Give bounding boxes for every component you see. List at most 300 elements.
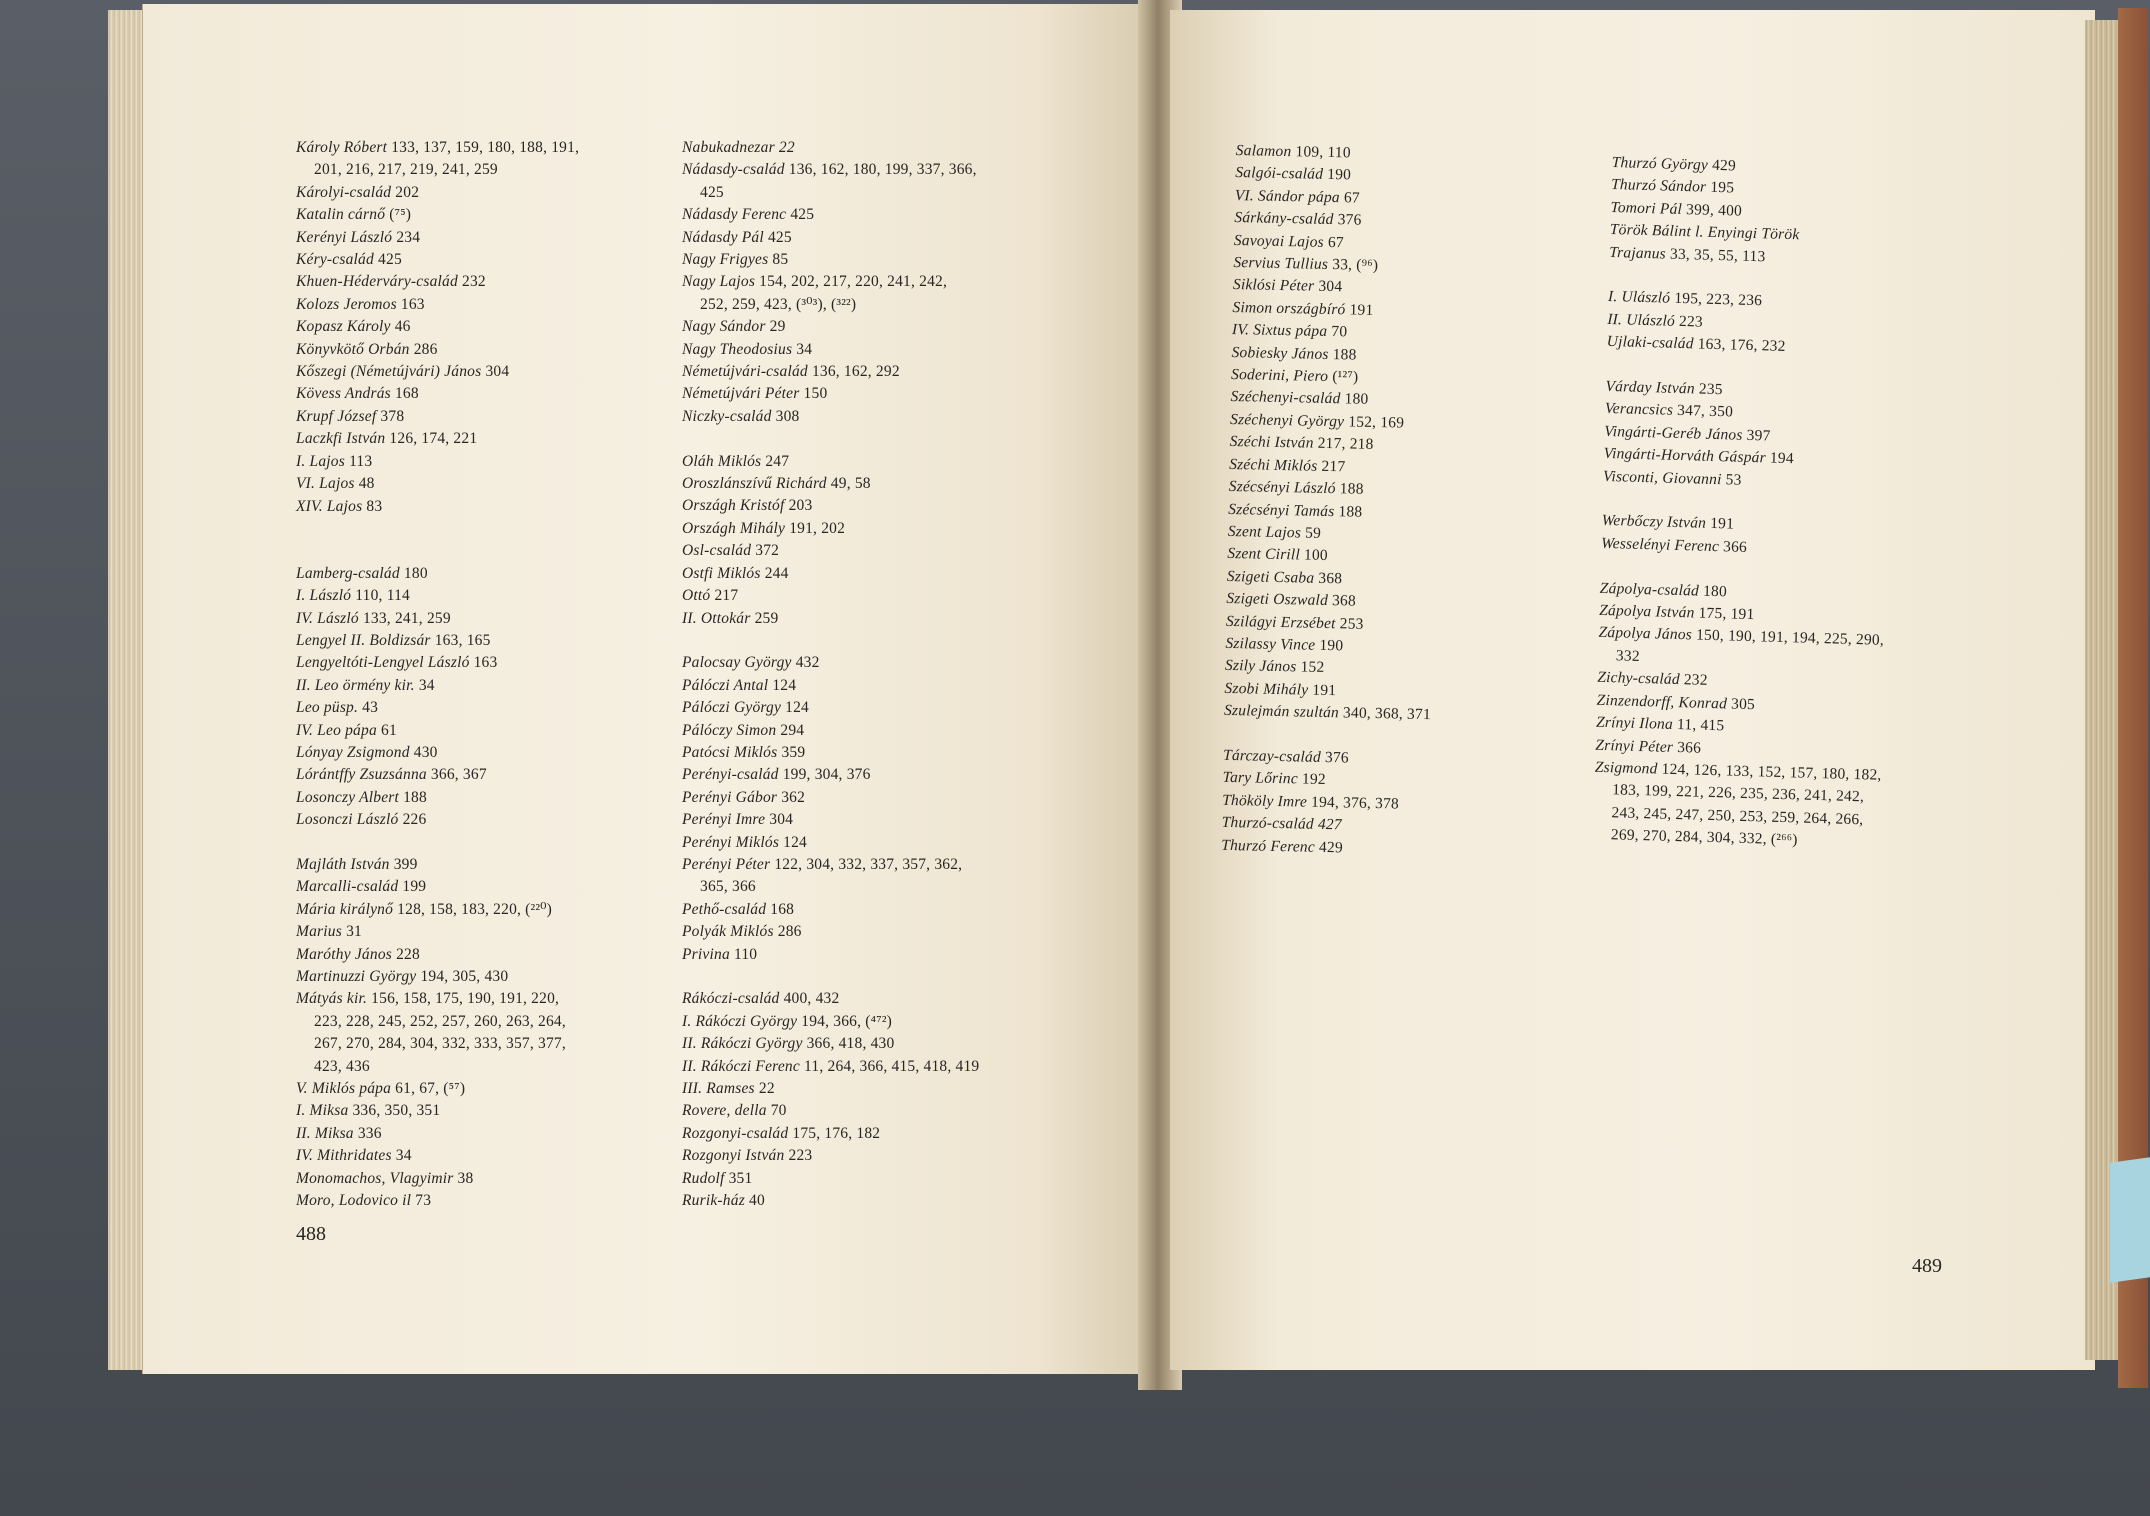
bookmark-ribbon (2110, 1157, 2150, 1283)
index-entry (682, 1123, 979, 1145)
entry-pages: 243, 245, 247, 250, 253, 259, 264, 266, (1611, 803, 1864, 828)
index-entry (682, 787, 979, 809)
entry-pages: 308 (775, 407, 800, 425)
entry-name: Nabukadnezar (682, 139, 775, 156)
entry-pages: 190 (1319, 636, 1344, 655)
entry-name: Németújvári-család (682, 363, 808, 381)
entry-name: Széchi Miklós (1229, 455, 1318, 475)
index-entry (296, 966, 579, 988)
entry-pages: 228 (396, 945, 420, 963)
entry-name: VI. Lajos (296, 475, 355, 493)
index-entry (682, 854, 979, 876)
index-entry-continuation (296, 1033, 579, 1055)
index-entry (682, 451, 979, 473)
index-entry (682, 383, 979, 405)
entry-pages: 368 (1318, 569, 1343, 588)
entry-name: Thurzó György (1611, 153, 1709, 174)
entry-name: Losonczi László (296, 811, 399, 829)
entry-name: Nádasdy Ferenc (682, 206, 787, 224)
entry-name: Zsigmond (1594, 758, 1658, 778)
entry-name: Nagy Frigyes (682, 251, 769, 269)
entry-pages: 432 (795, 654, 820, 672)
entry-pages: 128, 158, 183, 220, (²²⁰) (397, 900, 553, 918)
entry-pages: 175, 191 (1698, 604, 1755, 624)
entry-pages: 267, 270, 284, 304, 332, 333, 357, 377, (314, 1035, 566, 1053)
entry-name: Szily János (1224, 657, 1297, 676)
entry-name: Németújvári Péter (682, 385, 800, 403)
page-number-left: 488 (296, 1223, 326, 1245)
entry-pages: 175, 176, 182 (792, 1124, 881, 1142)
entry-name: Lónyay Zsigmond (296, 743, 410, 761)
index-entry (296, 1123, 579, 1145)
index-entry (296, 227, 579, 249)
index-entry (296, 787, 579, 809)
entry-name: Rákóczi-család (682, 990, 780, 1008)
entry-name: Széchi István (1229, 433, 1314, 452)
page-number-right: 489 (1912, 1255, 1942, 1277)
entry-name: Krupf József (296, 407, 377, 425)
entry-pages: 336 (357, 1124, 382, 1142)
entry-name: Szigeti Csaba (1226, 567, 1315, 587)
entry-name: Zrínyi Péter (1595, 736, 1674, 756)
entry-pages: 201, 216, 217, 219, 241, 259 (314, 161, 498, 179)
entry-pages: 191 (1709, 515, 1735, 534)
index-entry (682, 1190, 979, 1212)
entry-gap (682, 630, 979, 652)
index-entry (1224, 700, 1431, 727)
entry-name: Szilágyi Erzsébet (1225, 612, 1336, 632)
entry-pages: (⁷⁵) (389, 206, 412, 224)
entry-pages: 425 (378, 251, 402, 269)
entry-pages: 305 (1730, 695, 1756, 713)
index-entry (682, 1011, 979, 1033)
entry-pages: 59 (1304, 524, 1322, 542)
index-column-1 (296, 137, 579, 1212)
index-entry (682, 1168, 979, 1190)
index-entry (296, 406, 579, 428)
entry-pages: 234 (396, 228, 421, 246)
entry-name: Rozgonyi-család (682, 1124, 789, 1142)
entry-name: I. Lajos (296, 452, 345, 470)
entry-pages: 11, 415 (1676, 716, 1725, 735)
entry-pages: 252, 259, 423, (³⁰³), (³²²) (700, 295, 857, 313)
entry-pages: 366, 418, 430 (806, 1035, 895, 1053)
entry-name: Pethő-család (682, 900, 767, 918)
entry-name: Mátyás kir. (296, 990, 368, 1008)
index-entry (296, 451, 579, 473)
index-entry (682, 518, 979, 540)
entry-name: Privina (682, 945, 730, 963)
index-entry-continuation (296, 159, 579, 181)
entry-name: Pálóczi György (682, 699, 782, 717)
entry-pages: 294 (780, 721, 805, 739)
entry-pages: 110, 114 (355, 587, 410, 605)
index-entry (682, 1056, 979, 1078)
entry-name: Salgói-család (1235, 164, 1324, 184)
entry-pages: 304 (1318, 278, 1343, 296)
index-entry (682, 339, 979, 361)
entry-pages: 124 (783, 833, 807, 851)
entry-pages: 61 (381, 721, 397, 739)
entry-name: Maróthy János (296, 945, 393, 963)
entry-pages: 399 (393, 855, 418, 873)
entry-name: Szécsényi László (1228, 478, 1336, 498)
entry-pages: 33, 35, 55, 113 (1669, 245, 1766, 265)
entry-name: Thurzó Sándor (1610, 176, 1707, 197)
entry-name: Pálóczy Simon (682, 721, 777, 739)
entry-pages: 304 (485, 363, 510, 381)
index-entry (682, 361, 979, 383)
entry-name: Könyvkötő Orbán (296, 340, 410, 358)
index-column-3 (1221, 140, 1443, 861)
entry-name: Thököly Imre (1221, 791, 1308, 811)
entry-name: Szent Cirill (1227, 545, 1301, 564)
entry-name: Ostfi Miklós (682, 564, 761, 582)
index-entry (296, 742, 579, 764)
entry-name: Leo püsp. (296, 699, 359, 717)
entry-pages: 304 (769, 811, 794, 829)
entry-pages: 109, 110 (1295, 143, 1351, 162)
index-entry (682, 764, 979, 786)
entry-pages: 163 (473, 654, 498, 672)
entry-pages: 70 (770, 1102, 787, 1120)
entry-name: Wesselényi Ferenc (1600, 534, 1720, 555)
entry-name: Szilassy Vince (1225, 634, 1316, 654)
index-entry (682, 899, 979, 921)
entry-pages: 113 (349, 452, 373, 470)
entry-name: Kolozs Jeromos (296, 295, 397, 313)
entry-pages: 46 (394, 318, 411, 336)
entry-name: Zápolya István (1598, 601, 1695, 622)
entry-name: Nagy Theodosius (682, 340, 793, 358)
entry-name: II. Miksa (296, 1124, 354, 1142)
index-entry (296, 137, 579, 159)
index-entry (296, 1145, 579, 1167)
index-entry (296, 854, 579, 876)
entry-name: Sárkány-család (1234, 209, 1334, 229)
entry-pages: 122, 304, 332, 337, 357, 362, (774, 855, 963, 873)
index-entry (296, 1100, 579, 1122)
entry-pages: 217, 218 (1317, 435, 1374, 454)
entry-pages: 430 (413, 743, 438, 761)
entry-pages: 150 (803, 385, 828, 403)
entry-pages: 368 (1331, 592, 1357, 610)
index-entry (296, 428, 579, 450)
entry-pages: 126, 174, 221 (389, 430, 478, 448)
entry-name: Werbőczy István (1601, 512, 1707, 533)
index-entry (296, 585, 579, 607)
entry-name: Vingárti-Geréb János (1603, 422, 1743, 444)
entry-name: Nagy Lajos (682, 273, 756, 291)
index-entry (682, 563, 979, 585)
entry-name: Verancsics (1604, 400, 1674, 420)
index-entry (682, 742, 979, 764)
entry-pages: 133, 241, 259 (362, 609, 451, 627)
entry-pages: 38 (457, 1169, 474, 1187)
entry-gap (296, 518, 579, 540)
index-entry (682, 988, 979, 1010)
entry-name: VI. Sándor pápa (1234, 186, 1341, 206)
index-entry (296, 294, 579, 316)
entry-name: Trajanus (1608, 243, 1667, 263)
index-entry (296, 496, 579, 518)
entry-pages: 223 (1678, 312, 1704, 331)
index-entry (682, 809, 979, 831)
index-entry (682, 944, 979, 966)
index-entry-continuation (682, 182, 979, 204)
entry-pages: 223, 228, 245, 252, 257, 260, 263, 264, (314, 1012, 566, 1030)
entry-name: Lamberg-család (296, 564, 400, 582)
index-entry (296, 652, 579, 674)
entry-name: Patócsi Miklós (682, 743, 778, 761)
index-entry (682, 652, 979, 674)
entry-pages: 194, 305, 430 (420, 967, 509, 985)
entry-pages: 202 (395, 183, 420, 201)
entry-pages: 188 (1339, 480, 1364, 498)
entry-gap (296, 540, 579, 562)
index-entry (682, 1033, 979, 1055)
index-entry (682, 316, 979, 338)
entry-pages: 11, 264, 366, 415, 418, 419 (804, 1057, 980, 1075)
index-entry (296, 182, 579, 204)
index-entry (296, 249, 579, 271)
entry-name: Oroszlánszívű Richárd (682, 475, 827, 493)
entry-name: XIV. Lajos (296, 497, 363, 515)
index-entry (682, 720, 979, 742)
entry-pages: 429 (1711, 156, 1737, 175)
entry-name: IV. Mithridates (296, 1147, 392, 1165)
entry-name: Tárczay-család (1222, 746, 1322, 766)
entry-name: Károlyi-család (296, 183, 392, 201)
index-entry (296, 204, 579, 226)
entry-name: Rovere, della (682, 1102, 767, 1120)
entry-name: Nádasdy Pál (682, 228, 764, 246)
entry-name: Perényi-család (682, 766, 779, 784)
entry-pages: 259 (754, 609, 779, 627)
entry-pages: 49, 58 (830, 475, 871, 493)
index-entry (296, 383, 579, 405)
index-entry (682, 137, 979, 159)
index-entry (682, 832, 979, 854)
index-entry (296, 876, 579, 898)
entry-pages: 163, 176, 232 (1697, 335, 1786, 356)
index-entry (296, 809, 579, 831)
index-entry (296, 563, 579, 585)
entry-name: III. Ramses (682, 1080, 755, 1098)
index-entry (296, 473, 579, 495)
entry-pages: 110 (733, 945, 758, 963)
entry-pages: 124 (785, 699, 810, 717)
entry-pages: 100 (1303, 546, 1329, 565)
entry-pages: 247 (765, 452, 790, 470)
entry-name: Polyák Miklós (682, 923, 774, 941)
entry-name: I. László (296, 587, 352, 605)
entry-pages: 425 (700, 183, 724, 201)
entry-pages: 29 (769, 318, 786, 336)
entry-pages: 163, 165 (434, 631, 491, 649)
entry-name: Mária királynő (296, 900, 394, 918)
index-entry-continuation (296, 1011, 579, 1033)
entry-name: Országh Kristóf (682, 497, 785, 515)
entry-name: Zichy-család (1597, 669, 1680, 689)
entry-pages: 366 (1677, 738, 1702, 757)
entry-pages: 425 (767, 228, 792, 246)
index-entry (682, 608, 979, 630)
entry-name: Rudolf (682, 1169, 725, 1187)
entry-pages: 188 (1332, 345, 1357, 364)
index-entry (296, 988, 579, 1010)
entry-pages: 73 (415, 1192, 432, 1210)
index-entry (682, 204, 979, 226)
entry-pages: 194, 366, (⁴⁷²) (801, 1012, 893, 1030)
entry-pages: 203 (788, 497, 813, 515)
entry-pages: 336, 350, 351 (352, 1102, 441, 1120)
entry-gap (296, 832, 579, 854)
index-entry (296, 675, 579, 697)
entry-pages: 191, 202 (789, 519, 846, 537)
index-entry (296, 697, 579, 719)
entry-name: Palocsay György (682, 654, 792, 672)
entry-name: Kövess András (296, 385, 391, 403)
entry-name: Moro, Lodovico il (296, 1192, 412, 1210)
entry-name: Szigeti Oszwald (1226, 590, 1329, 610)
index-entry (296, 720, 579, 742)
index-entry-continuation (296, 1056, 579, 1078)
entry-pages: 351 (728, 1169, 753, 1187)
entry-name: Losonczy Albert (296, 788, 400, 806)
index-entry (296, 630, 579, 652)
entry-pages: 188 (403, 788, 427, 806)
entry-pages: 61, 67, (⁵⁷) (395, 1080, 466, 1098)
entry-pages: 180 (1702, 582, 1728, 601)
entry-gap (682, 428, 979, 450)
entry-pages: 156, 158, 175, 190, 191, 220, (371, 990, 560, 1008)
entry-pages: 425 (790, 206, 815, 224)
entry-pages: 226 (402, 811, 427, 829)
entry-name: Perényi Imre (682, 811, 766, 829)
index-entry (682, 540, 979, 562)
entry-pages: 195, 223, 236 (1674, 290, 1763, 310)
entry-name: II. Ottokár (682, 609, 751, 627)
entry-name: Nádasdy-család (682, 161, 785, 179)
entry-name: Siklósi Péter (1232, 276, 1315, 296)
index-column-2 (682, 137, 979, 1212)
entry-pages: 43 (362, 699, 379, 717)
entry-pages: 154, 202, 217, 220, 241, 242, (759, 273, 948, 291)
entry-name: Visconti, Giovanni (1602, 467, 1722, 488)
index-entry (682, 1100, 979, 1122)
entry-name: Majláth István (296, 855, 390, 873)
entry-pages: 70 (1331, 323, 1348, 341)
entry-pages: 427 (1317, 816, 1342, 834)
entry-pages: 423, 436 (314, 1057, 370, 1075)
entry-name: Török Bálint l. Enyingi Török (1609, 221, 1800, 244)
entry-name: I. Ulászló (1607, 288, 1671, 308)
entry-name: Szobi Mihály (1224, 679, 1309, 699)
entry-pages: 269, 270, 284, 304, 332, (²⁶⁶) (1610, 826, 1798, 849)
index-entry (296, 1078, 579, 1100)
entry-name: Oláh Miklós (682, 452, 762, 470)
entry-pages: 359 (781, 743, 806, 761)
entry-name: II. Leo örmény kir. (296, 676, 415, 694)
index-entry (1221, 834, 1428, 861)
entry-pages: 53 (1725, 470, 1742, 489)
entry-pages: 366, 367 (430, 766, 487, 784)
index-entry (682, 406, 979, 428)
entry-pages: 136, 162, 292 (811, 363, 900, 381)
entry-pages: 286 (413, 340, 438, 358)
entry-name: Thurzó Ferenc (1221, 836, 1316, 856)
entry-name: Laczkfi István (296, 430, 386, 448)
entry-pages: 232 (462, 273, 486, 291)
entry-pages: 22 (758, 1080, 775, 1098)
entry-pages: 48 (358, 475, 375, 493)
entry-name: Kopasz Károly (296, 318, 391, 336)
entry-pages: 133, 137, 159, 180, 188, 191, (391, 139, 580, 156)
entry-name: Osl-család (682, 542, 752, 560)
entry-pages: 85 (772, 251, 789, 269)
entry-name: Lengyel II. Boldizsár (296, 631, 431, 649)
entry-name: Marius (296, 923, 342, 941)
index-entry (296, 608, 579, 630)
entry-pages: 34 (418, 676, 435, 694)
entry-name: Ottó (682, 587, 711, 605)
entry-pages: 180 (1344, 390, 1369, 409)
entry-name: Zinzendorff, Konrad (1596, 691, 1728, 713)
entry-pages: 194, 376, 378 (1310, 793, 1400, 813)
index-entry (682, 1078, 979, 1100)
entry-pages: 376 (1324, 748, 1350, 767)
entry-name: Szent Lajos (1227, 522, 1302, 542)
entry-pages: 152, 169 (1348, 413, 1405, 432)
entry-pages: 362 (781, 788, 806, 806)
index-entry (682, 159, 979, 181)
index-entry (296, 316, 579, 338)
entry-pages: 366 (1722, 538, 1748, 556)
entry-pages: 232 (1683, 671, 1708, 690)
entry-name: Lórántffy Zsuzsánna (296, 766, 427, 784)
entry-pages: (¹²⁷) (1332, 368, 1359, 386)
entry-pages: 83 (366, 497, 383, 515)
entry-name: Katalin cárnő (296, 206, 386, 224)
entry-pages: 191 (1312, 681, 1337, 699)
entry-pages: 163 (400, 295, 425, 313)
index-entry (682, 249, 979, 271)
entry-name: Kéry-család (296, 251, 374, 269)
index-entry (682, 921, 979, 943)
entry-pages: 340, 368, 371 (1342, 704, 1432, 724)
entry-pages: 286 (777, 923, 802, 941)
entry-name: Zápolya-család (1599, 579, 1700, 600)
entry-name: Khuen-Héderváry-család (296, 273, 458, 291)
entry-name: IV. Leo pápa (296, 721, 377, 739)
entry-name: IV. László (296, 609, 359, 627)
entry-name: V. Miklós pápa (296, 1080, 392, 1098)
entry-name: Várday István (1605, 377, 1696, 398)
entry-pages: 190 (1327, 166, 1352, 184)
entry-name: Széchenyi György (1229, 410, 1345, 431)
entry-name: Soderini, Piero (1230, 366, 1329, 386)
index-entry (296, 339, 579, 361)
entry-pages: 168 (394, 385, 419, 403)
entry-name: Monomachos, Vlagyimir (296, 1169, 454, 1187)
entry-pages: 194 (1769, 449, 1795, 468)
entry-name: Ujlaki-család (1606, 333, 1694, 353)
entry-pages: 378 (380, 407, 405, 425)
entry-pages: 188 (1338, 502, 1363, 521)
index-entry (296, 271, 579, 293)
entry-pages: 192 (1301, 770, 1327, 789)
